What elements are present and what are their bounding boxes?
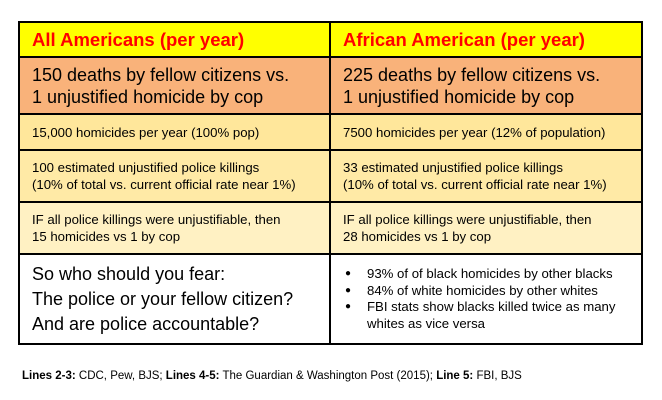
estimated-row (19, 150, 642, 202)
source-label-3: Line 5: (436, 370, 474, 382)
source-label-2: Lines 4-5: (165, 370, 220, 382)
fear-line-2: The police or your fellow citizen? (32, 288, 294, 309)
homicides-all-cell: 15,000 homicides per year (100% pop) (19, 114, 330, 150)
homicides-african-cell: 7500 homicides per year (12% of population) (330, 114, 642, 150)
comparison-table (18, 21, 643, 345)
header-african-american: African American (per year) (330, 22, 642, 57)
fear-question-cell (19, 254, 330, 344)
source-text-3: FBI, BJS (473, 370, 522, 382)
conclusion-row (19, 254, 642, 344)
bullet-item: ● FBI stats show blacks killed twice as many whites as vice versa (357, 299, 629, 332)
fear-line-3: And are police accountable? (32, 313, 260, 334)
deaths-all-cell (19, 57, 330, 114)
source-note (22, 370, 522, 382)
if-all-line-1: IF all police killings were unjustifiable, then (32, 212, 281, 227)
if-all-line-2: 15 homicides vs 1 by cop (32, 229, 181, 244)
header-row (19, 22, 642, 57)
header-all-americans: All Americans (per year) (19, 22, 330, 57)
deaths-african-line-1: 225 deaths by fellow citizens vs. (343, 64, 601, 85)
estimated-african-cell (330, 150, 642, 202)
if-unjustifiable-row (19, 202, 642, 254)
stats-bullet-list (343, 266, 629, 332)
estimated-african-line-1: 33 estimated unjustified police killings (343, 160, 563, 175)
if-african-line-1: IF all police killings were unjustifiable, then (343, 212, 592, 227)
comparison-table-container (18, 21, 641, 345)
deaths-row (19, 57, 642, 114)
if-all-cell (19, 202, 330, 254)
estimated-african-line-2: (10% of total vs. current official rate near 1%) (343, 177, 607, 192)
source-text-2: The Guardian & Washington Post (2015); (219, 370, 437, 382)
deaths-all-line-1: 150 deaths by fellow citizens vs. (32, 64, 290, 85)
source-label-1: Lines 2-3: (22, 370, 76, 382)
if-african-cell (330, 202, 642, 254)
estimated-all-line-2: (10% of total vs. current official rate near 1%) (32, 177, 296, 192)
source-text-1: CDC, Pew, BJS; (75, 370, 166, 382)
deaths-african-line-2: 1 unjustified homicide by cop (343, 86, 575, 107)
estimated-all-cell (19, 150, 330, 202)
homicides-row (19, 114, 642, 150)
bullet-item: ● 93% of of black homicides by other blacks (357, 266, 629, 283)
if-african-line-2: 28 homicides vs 1 by cop (343, 229, 492, 244)
fear-line-1: So who should you fear: (32, 263, 226, 284)
estimated-all-line-1: 100 estimated unjustified police killings (32, 160, 260, 175)
deaths-all-line-2: 1 unjustified homicide by cop (32, 86, 264, 107)
stats-bullets-cell (330, 254, 642, 344)
deaths-african-cell (330, 57, 642, 114)
bullet-item: ● 84% of white homicides by other whites (357, 283, 629, 300)
